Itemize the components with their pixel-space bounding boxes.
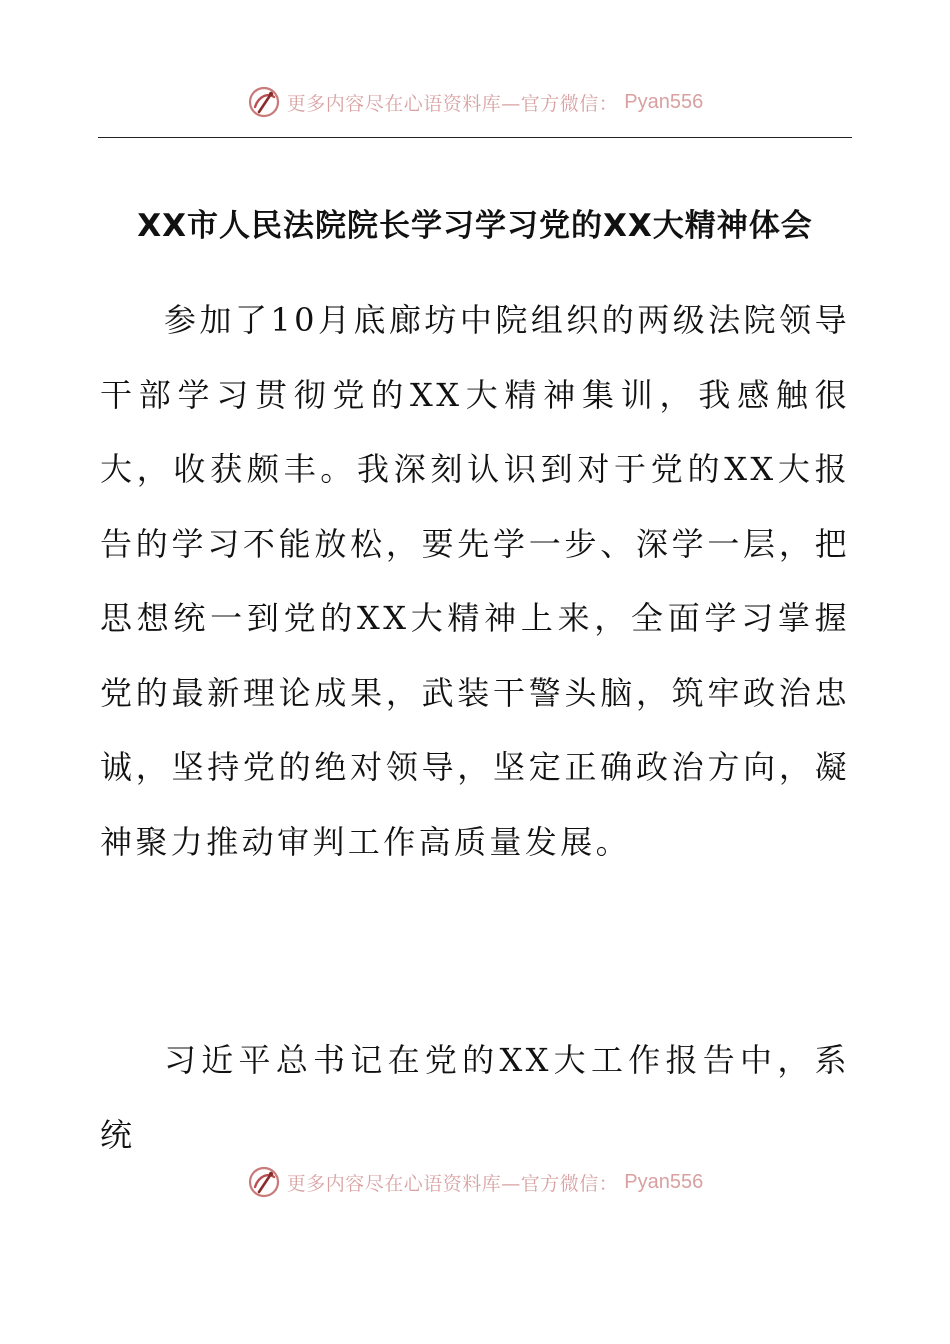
header-divider bbox=[98, 137, 852, 138]
watermark-wechat-id: Pyan556 bbox=[624, 1170, 704, 1193]
pen-swirl-logo-icon bbox=[247, 1165, 281, 1199]
body-paragraph-2: 习近平总书记在党的XX大工作报告中，系统 bbox=[100, 1041, 850, 1154]
document-title: XX市人民法院院长学习学习党的XX大精神体会 bbox=[137, 208, 813, 244]
body-paragraph-1: 参加了10月底廊坊中院组织的两级法院领导干部学习贯彻党的XX大精神集训，我感触很大，收获颇丰。我深刻认识到对于党的XX大报告的学习不能放松，要先学一步、深学一层，把思想统一到党的XX大精神上来，全面学习掌握党的最新理论成果，武装干警头脑，筑牢政治忠诚，坚持党的绝对领导，坚定正确政治方向，凝神聚力推动审判工作高质量发展。 bbox=[100, 301, 850, 861]
header-watermark bbox=[0, 82, 950, 122]
footer-watermark bbox=[0, 1162, 950, 1202]
watermark-wechat-id: Pyan556 bbox=[624, 90, 704, 113]
pen-swirl-logo-icon bbox=[247, 85, 281, 119]
watermark-text: 更多内容尽在心语资料库—官方微信： bbox=[286, 1172, 619, 1195]
watermark-text: 更多内容尽在心语资料库—官方微信： bbox=[286, 92, 619, 115]
